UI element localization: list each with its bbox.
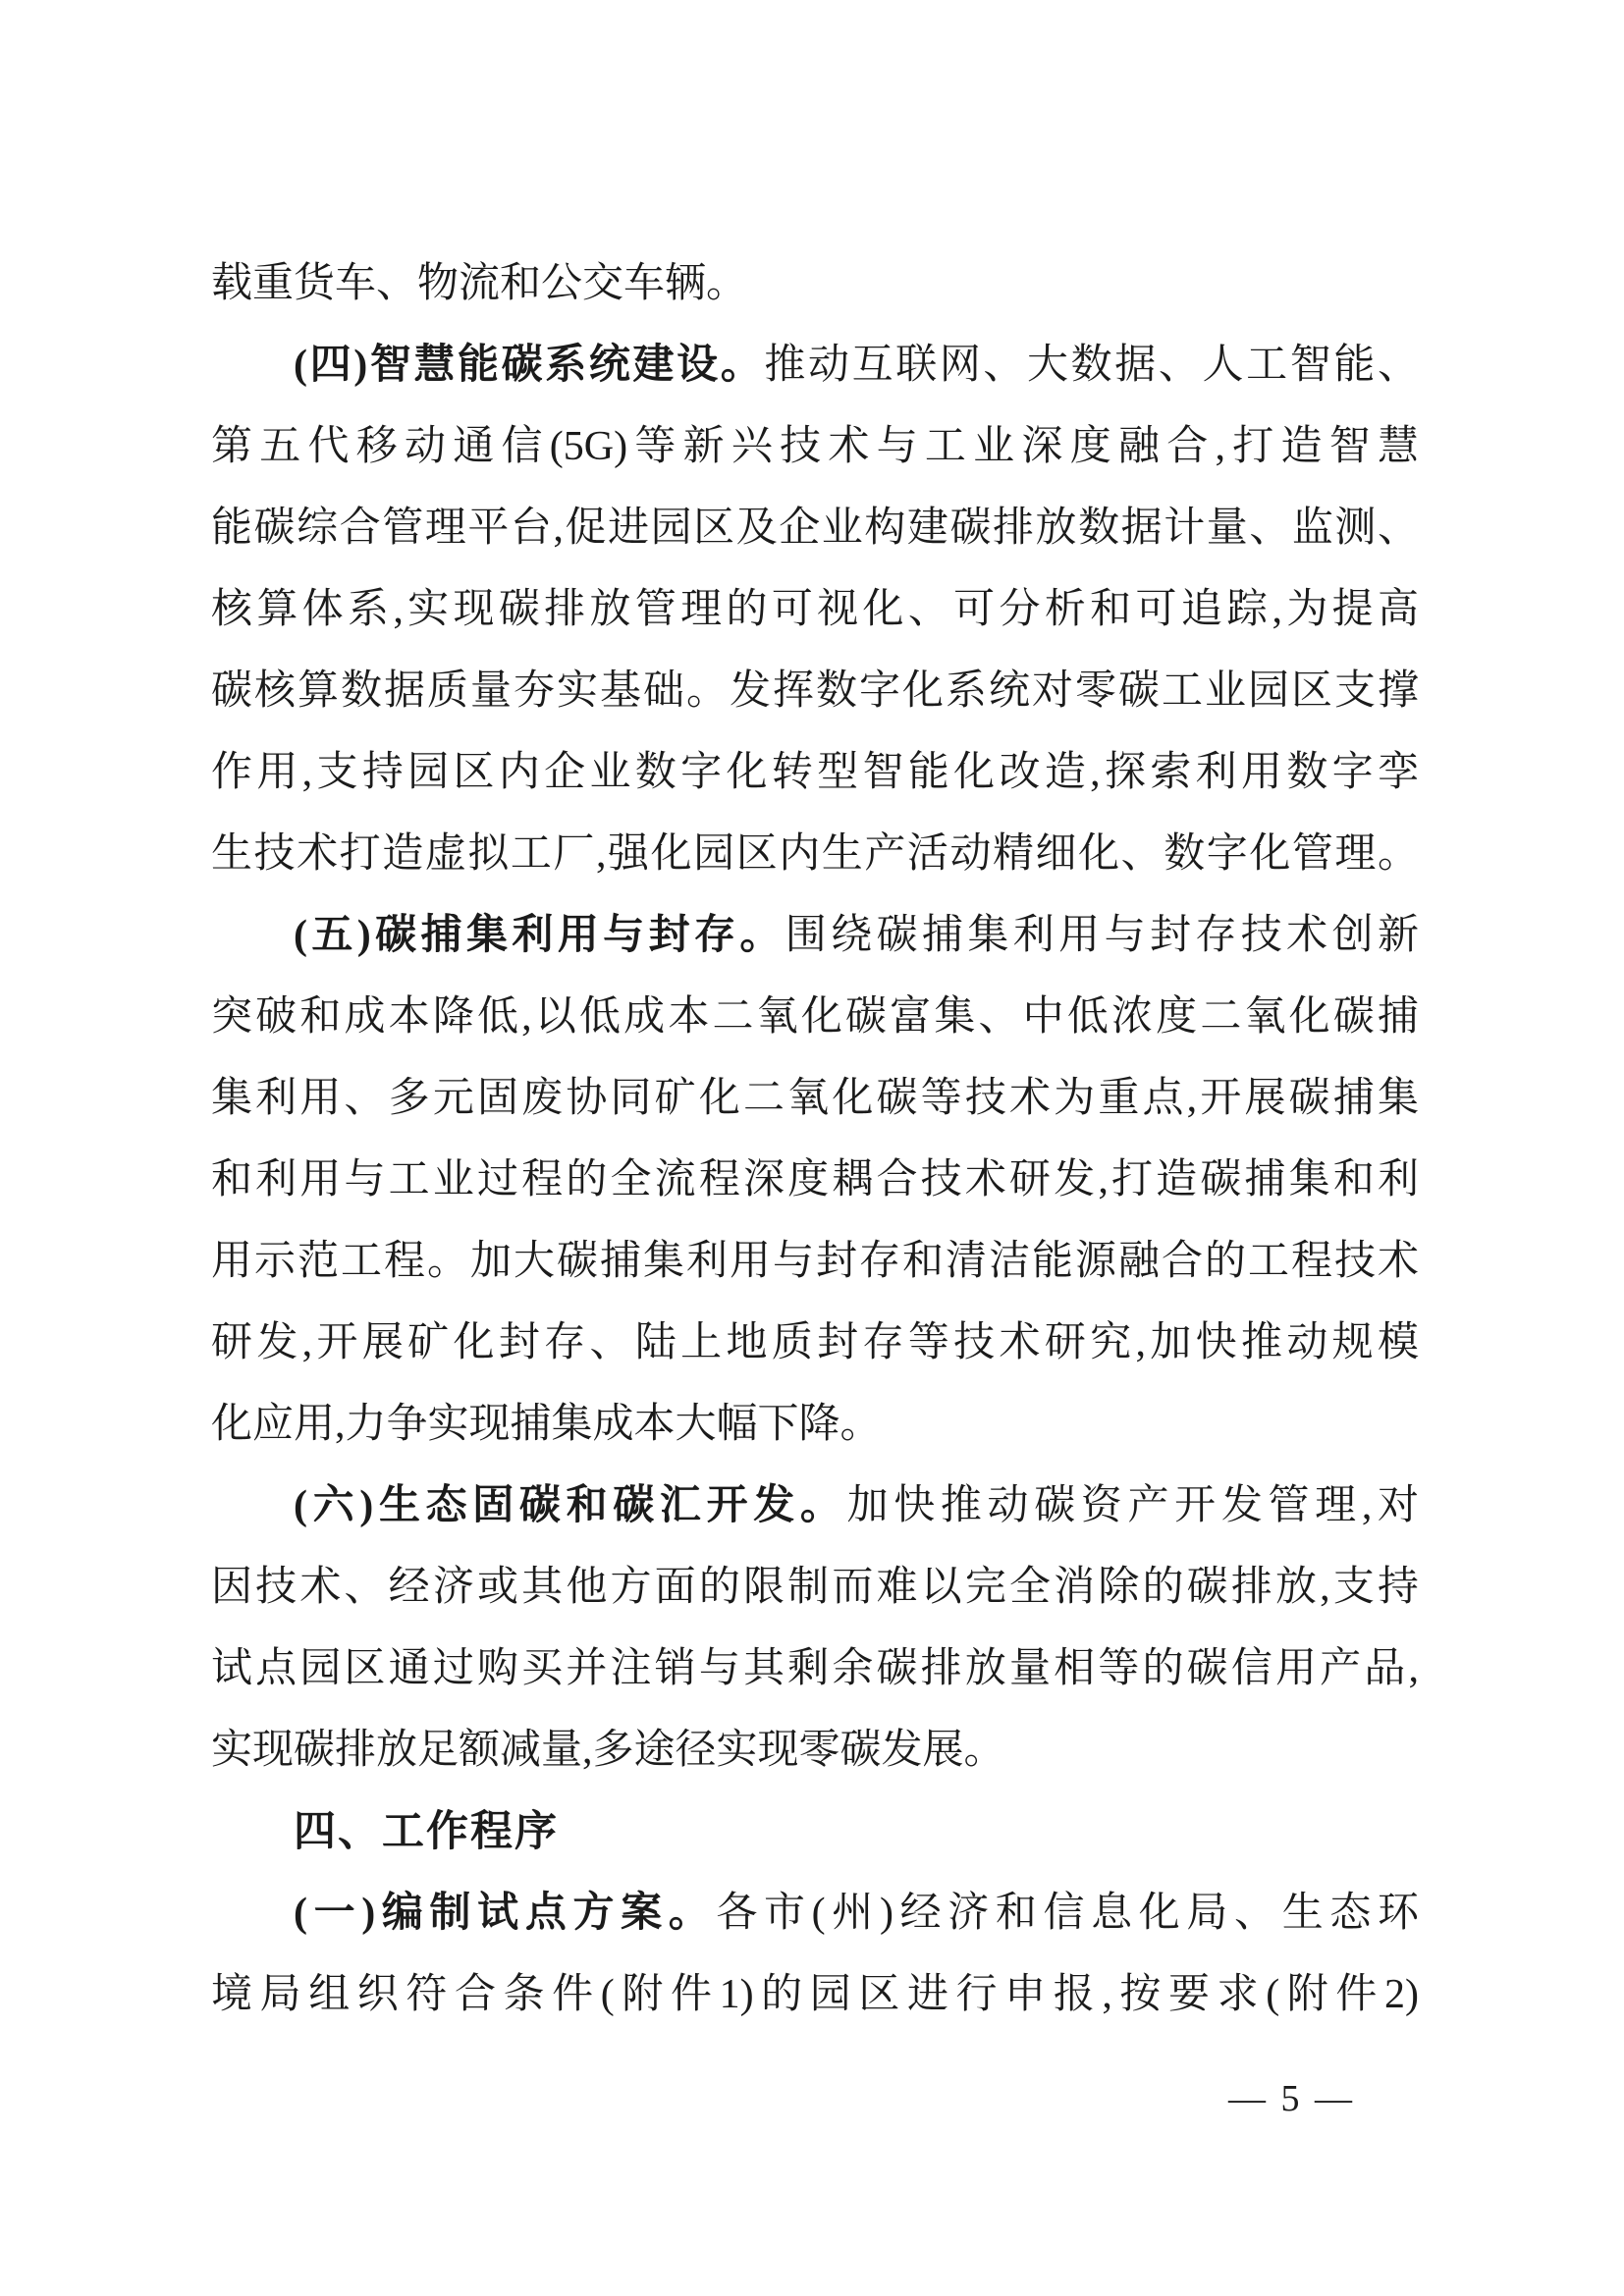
paragraph-lead: (五)碳捕集利用与封存。 — [294, 913, 785, 958]
document-text-block — [211, 243, 1419, 2036]
line-text: 用示范工程。加大碳捕集利用与封存和清洁能源融合的工程技术 — [211, 1239, 1419, 1284]
line-text: 试点园区通过购买并注销与其剩余碳排放量相等的碳信用产品, — [211, 1646, 1419, 1691]
paragraph-start-line — [211, 895, 1419, 977]
line-text: 作用,支持园区内企业数字化转型智能化改造,探索利用数字孪 — [211, 750, 1419, 795]
line-text: 推动互联网、大数据、人工智能、 — [764, 343, 1419, 388]
line-text: 突破和成本降低,以低成本二氧化碳富集、中低浓度二氧化碳捕 — [211, 994, 1419, 1040]
line-text: 碳核算数据质量夯实基础。发挥数字化系统对零碳工业园区支撑 — [211, 668, 1419, 714]
line-text: 能碳综合管理平台,促进园区及企业构建碳排放数据计量、监测、 — [211, 506, 1419, 551]
text-line — [211, 1547, 1419, 1629]
text-line — [211, 1303, 1419, 1384]
text-line — [211, 651, 1419, 732]
paragraph-lead: (四)智慧能碳系统建设。 — [294, 343, 765, 388]
text-line — [211, 488, 1419, 569]
paragraph-lead: (一)编制试点方案。 — [294, 1891, 717, 1936]
text-line — [211, 1058, 1419, 1140]
line-text: 实现碳排放足额减量,多途径实现零碳发展。 — [211, 1728, 1005, 1773]
paragraph-lead: (六)生态固碳和碳汇开发。 — [294, 1483, 847, 1528]
line-text: 化应用,力争实现捕集成本大幅下降。 — [211, 1402, 882, 1447]
text-line — [211, 732, 1419, 814]
text-line — [211, 977, 1419, 1058]
line-text: 集利用、多元固废协同矿化二氧化碳等技术为重点,开展碳捕集 — [211, 1076, 1419, 1121]
text-line — [211, 814, 1419, 895]
line-text: 各市(州)经济和信息化局、生态环 — [716, 1891, 1419, 1936]
text-line — [211, 1221, 1419, 1303]
line-text: 载重货车、物流和公交车辆。 — [211, 261, 748, 306]
section-heading-text: 四、工作程序 — [294, 1808, 559, 1855]
line-text: 生技术打造虚拟工厂,强化园区内生产活动精细化、数字化管理。 — [211, 831, 1419, 877]
section-heading — [211, 1791, 1419, 1873]
text-line — [211, 1140, 1419, 1221]
paragraph-start-line — [211, 1873, 1419, 1954]
page-number: — 5 — — [1228, 2078, 1355, 2119]
text-line — [211, 406, 1419, 488]
line-text: 因技术、经济或其他方面的限制而难以完全消除的碳排放,支持 — [211, 1565, 1419, 1610]
text-line — [211, 1629, 1419, 1710]
line-text: 围绕碳捕集利用与封存技术创新 — [785, 913, 1419, 958]
text-line — [211, 569, 1419, 651]
paragraph-start-line — [211, 1466, 1419, 1547]
line-text: 加快推动碳资产开发管理,对 — [846, 1483, 1419, 1528]
line-text: 研发,开展矿化封存、陆上地质封存等技术研究,加快推动规模 — [211, 1320, 1419, 1365]
line-text: 境局组织符合条件(附件1)的园区进行申报,按要求(附件2) — [211, 1972, 1419, 2017]
line-text: 和利用与工业过程的全流程深度耦合技术研发,打造碳捕集和利 — [211, 1157, 1419, 1202]
text-line — [211, 243, 1419, 325]
paragraph-start-line — [211, 325, 1419, 406]
text-line — [211, 1954, 1419, 2036]
text-line — [211, 1710, 1419, 1791]
line-text: 核算体系,实现碳排放管理的可视化、可分析和可追踪,为提高 — [211, 587, 1419, 632]
text-line — [211, 1384, 1419, 1466]
line-text: 第五代移动通信(5G)等新兴技术与工业深度融合,打造智慧 — [211, 424, 1419, 469]
